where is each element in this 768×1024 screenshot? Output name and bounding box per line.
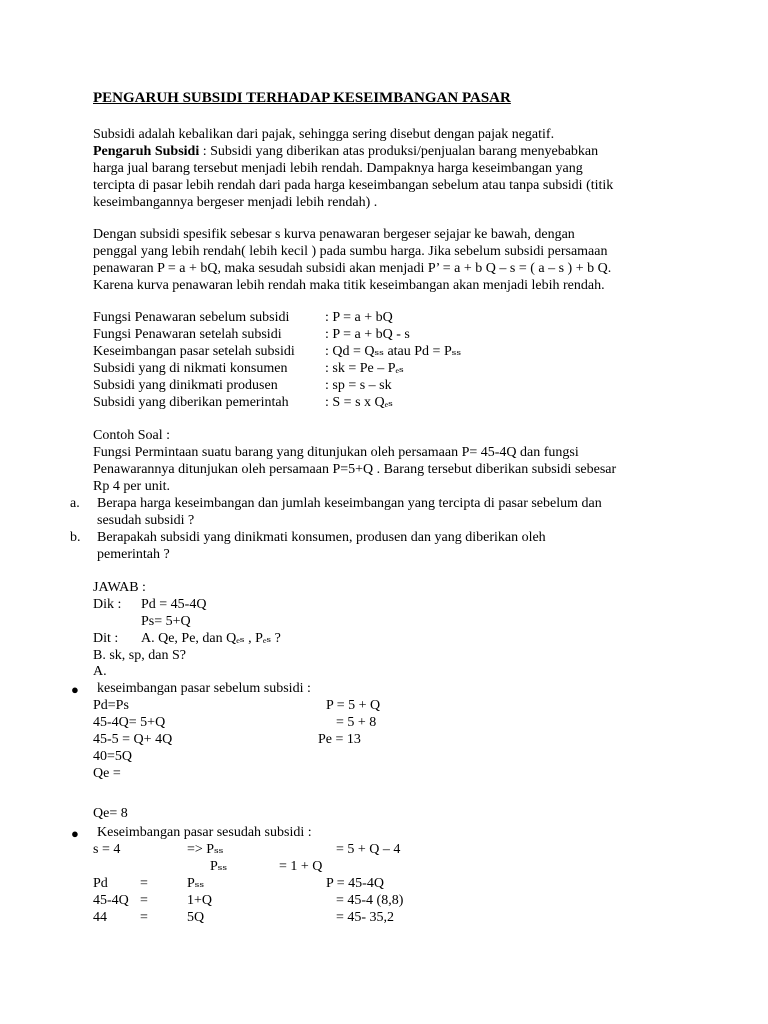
para2-line-1: Dengan subsidi spesifik sebesar s kurva penawaran bergeser sejajar ke bawah, dengan [93,227,575,242]
dit-line-1: A. Qe, Pe, dan Qₑₛ , Pₑₛ ? [141,631,281,646]
calc2-c1: 44 [93,910,107,925]
calc2-c2: Pₛₛ [210,859,228,874]
calc2-c1: s = 4 [93,842,121,857]
intro-line-3: harga jual barang tersebut menjadi lebih rendah. Dampaknya harga keseimbangan yang [93,161,583,176]
question-a-line-2: sesudah subsidi ? [97,513,195,528]
calc2-eq: = [140,876,148,891]
page-title: PENGARUH SUBSIDI TERHADAP KESEIMBANGAN PASAR [93,90,511,106]
para2-line-2: penggal yang lebih rendah( lebih kecil ) pada sumbu harga. Jika sebelum subsidi persamaan [93,244,608,259]
calc2-c1: Pd [93,876,108,891]
calc2-c3: = 1 + Q [279,859,323,874]
answer-heading: JAWAB : [93,580,146,595]
calc2-c3: P = 45-4Q [326,876,384,891]
bullet-icon: ● [71,826,79,841]
intro-line-2 [93,143,598,160]
calc2-c3: = 5 + Q – 4 [336,842,401,857]
calc2-eq: = [140,893,148,908]
qe-result: Qe= 8 [93,806,128,821]
formula-label: Fungsi Penawaran sebelum subsidi [93,310,290,325]
formula-label: Subsidi yang diberikan pemerintah [93,395,289,410]
dik-supply: Ps= 5+Q [141,614,191,629]
example-heading: Contoh Soal : [93,428,171,443]
intro-line-2-rest: : Subsidi yang diberikan atas produksi/penjualan barang menyebabkan [199,144,599,159]
calc-right: P = 5 + Q [326,698,381,713]
question-b-line-1: Berapakah subsidi yang dinikmati konsumen, produsen dan yang diberikan oleh [97,530,546,545]
calc2-c2: => Pₛₛ [187,842,224,857]
question-a-line-1: Berapa harga keseimbangan dan jumlah keseimbangan yang tercipta di pasar sebelum dan [97,496,602,511]
calc2-c2: Pₛₛ [187,876,205,891]
para2-line-3: penawaran P = a + bQ, maka sesudah subsidi akan menjadi P’ = a + b Q – s = ( a – s ) + b Q. [93,261,612,276]
calc-left: 45-4Q= 5+Q [93,715,166,730]
formula-value: : P = a + bQ [325,310,393,325]
dit-line-2: B. sk, sp, dan S? [93,648,186,663]
calc2-c2: 1+Q [187,893,213,908]
intro-bold-term: Pengaruh Subsidi [93,144,200,159]
bullet-icon: ● [71,682,79,697]
dik-demand: Pd = 45-4Q [141,597,207,612]
example-line-2: Penawarannya ditunjukan oleh persamaan P=5+Q . Barang tersebut diberikan subsidi sebesar [93,462,617,477]
bullet-1-text: keseimbangan pasar sebelum subsidi : [97,681,311,696]
dit-label: Dit : [93,631,119,646]
calc2-c3: = 45- 35,2 [336,910,395,925]
para2-line-4: Karena kurva penawaran lebih rendah maka titik keseimbangan akan menjadi lebih rendah. [93,278,605,293]
formula-value: : S = s x Qₑₛ [325,395,393,410]
question-b-line-2: pemerintah ? [97,547,170,562]
formula-label: Keseimbangan pasar setelah subsidi [93,344,295,359]
bullet-2-text: Keseimbangan pasar sesudah subsidi : [97,825,312,840]
intro-line-4: tercipta di pasar lebih rendah dari pada harga keseimbangan sebelum atau tanpa subsidi (titik [93,178,614,193]
intro-line-5: keseimbangannya bergeser menjadi lebih rendah) . [93,195,378,210]
dik-label: Dik : [93,597,122,612]
formula-value: : sp = s – sk [325,378,392,393]
calc-left: 40=5Q [93,749,133,764]
calc-left: Qe = [93,766,121,781]
formula-value: : sk = Pe – Pₑₛ [325,361,404,376]
calc-left: Pd=Ps [93,698,129,713]
formula-label: Subsidi yang dinikmati produsen [93,378,278,393]
calc-right: Pe = 13 [318,732,361,747]
part-a-label: A. [93,664,107,679]
intro-line-1: Subsidi adalah kebalikan dari pajak, sehingga sering disebut dengan pajak negatif. [93,127,555,142]
formula-label: Fungsi Penawaran setelah subsidi [93,327,282,342]
example-line-1: Fungsi Permintaan suatu barang yang ditunjukan oleh persamaan P= 45-4Q dan fungsi [93,445,579,460]
calc2-c2: 5Q [187,910,205,925]
calc-right: = 5 + 8 [336,715,377,730]
example-line-3: Rp 4 per unit. [93,479,170,494]
formula-value: : Qd = Qₛₛ atau Pd = Pₛₛ [325,344,462,359]
question-b-marker: b. [70,530,81,545]
formula-value: : P = a + bQ - s [325,327,410,342]
calc2-c3: = 45-4 (8,8) [336,893,404,908]
calc2-eq: = [140,910,148,925]
formula-label: Subsidi yang di nikmati konsumen [93,361,288,376]
question-a-marker: a. [70,496,80,511]
calc2-c1: 45-4Q [93,893,129,908]
calc-left: 45-5 = Q+ 4Q [93,732,173,747]
